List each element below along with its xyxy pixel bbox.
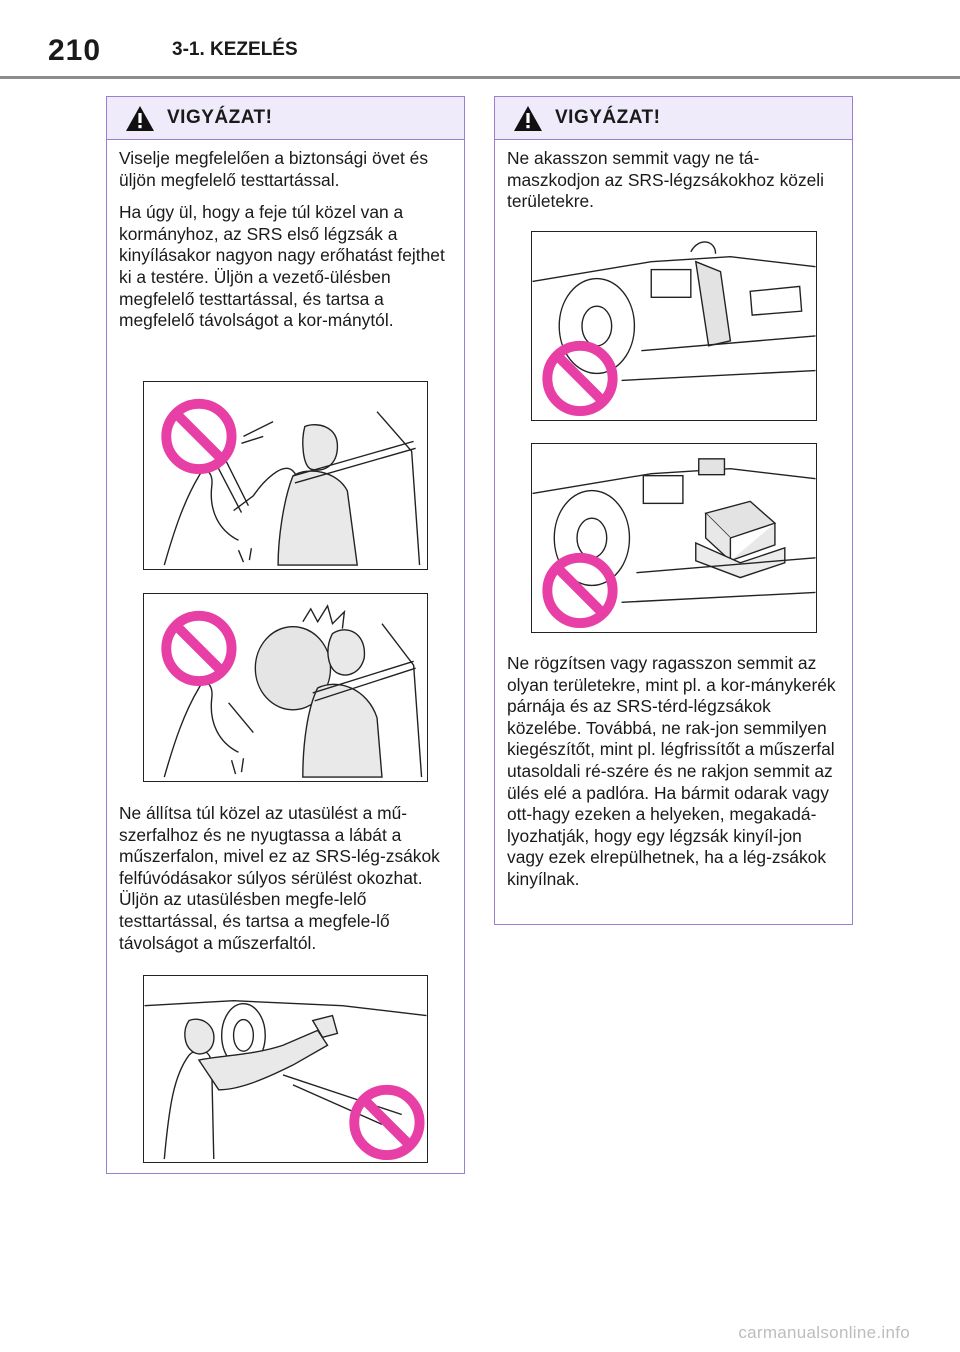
illustration-umbrella-hanging bbox=[531, 231, 817, 421]
chapter-title: 3-1. KEZELÉS bbox=[172, 39, 298, 60]
warning-triangle-icon bbox=[513, 105, 543, 132]
caution-title: VIGYÁZAT! bbox=[555, 107, 661, 128]
caution-title: VIGYÁZAT! bbox=[167, 107, 273, 128]
caution-header bbox=[495, 97, 852, 140]
illustration-airbag-impact bbox=[143, 593, 428, 782]
page-header bbox=[0, 0, 960, 80]
caution-paragraph: Ne rögzítsen vagy ragasszon semmit az olyan területekre, mint pl. a kor-mánykerék párnája és az SRS-térd-légzsákok közelébe. Továbbá, ne rak-jon semmilyen kiegészítőt, mint pl. légfrissítőt a műszerfal utasoldali ré-szére és ne rakjon semmit az ülés elé a padlóra. Ha bármit odarak vagy ott-hagy ezeken a helyeken, megakadá-lyozhatják, hogy egy légzsák kinyíl-jon vagy ezek elrepülhetnek, ha a lég-zsákok kinyílnak. bbox=[507, 653, 836, 889]
illustration-driver-too-close bbox=[143, 381, 428, 570]
illustration-objects-on-dashboard bbox=[531, 443, 817, 633]
illustration-feet-on-dashboard bbox=[143, 975, 428, 1163]
header-rule bbox=[0, 76, 960, 79]
caution-paragraph: Ha úgy ül, hogy a feje túl közel van a kormányhoz, az SRS első légzsák a kinyílásakor nagyon nagy erőhatást fejthet ki a testére. Üljön a vezető-ülésben megfelelő testtartással, és tartsa a megfelelő távolságot a kor-mánytól. bbox=[119, 202, 445, 331]
caution-paragraph: Viselje megfelelően a biztonsági övet és üljön megfelelő testtartással. bbox=[119, 148, 429, 190]
caution-paragraph: Ne akasszon semmit vagy ne tá-maszkodjon az SRS-légzsákokhoz közeli területekre. bbox=[507, 148, 825, 212]
caution-paragraph: Ne állítsa túl közel az utasülést a mű-szerfalhoz és ne nyugtassa a lábát a műszerfalon, mivel ez az SRS-lég-zsákok felfúvódásakor súlyos sérülést okozhat. Üljön az utasülésben megfe-lelő testtartással, és tartsa a megfele-lő távolságot a műszerfaltól. bbox=[119, 803, 440, 953]
caution-header bbox=[107, 97, 464, 140]
watermark: carmanualsonline.info bbox=[738, 1323, 910, 1342]
warning-triangle-icon bbox=[125, 105, 155, 132]
page-number: 210 bbox=[48, 34, 102, 67]
